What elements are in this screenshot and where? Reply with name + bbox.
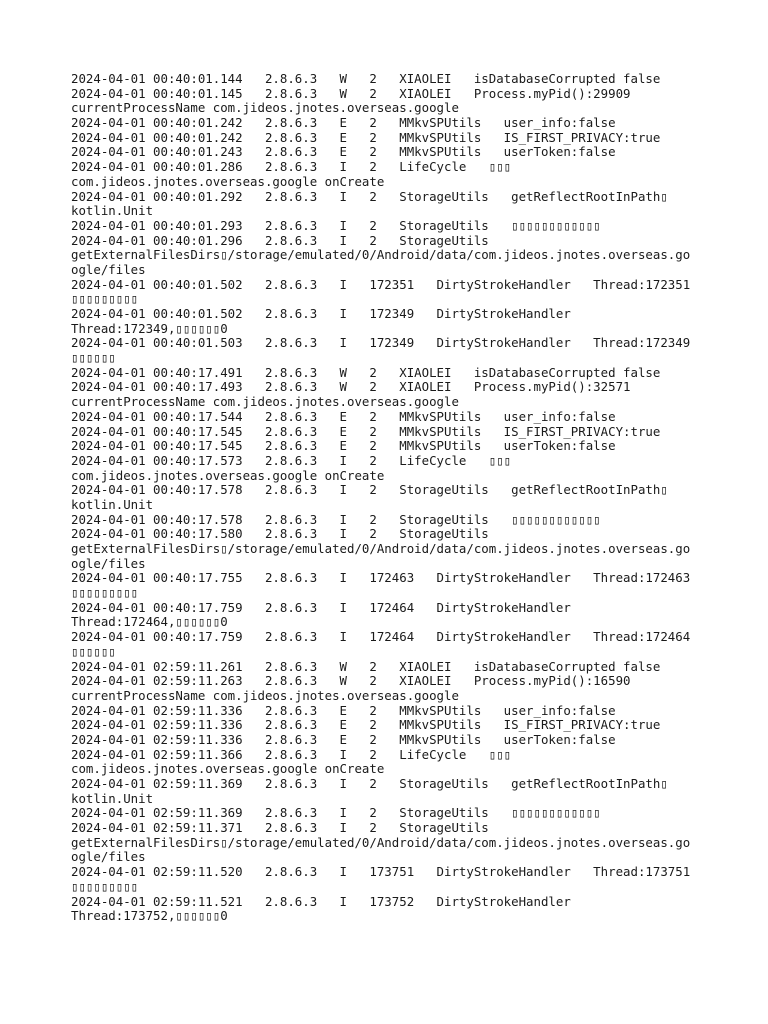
log-line: 2024-04-01 00:40:17.578 2.8.6.3 I 2 StorageUtils getReflectRootInPath▯ [71, 483, 668, 498]
log-line: 2024-04-01 02:59:11.521 2.8.6.3 I 173752 DirtyStrokeHandler [71, 894, 571, 909]
log-line: 2024-04-01 00:40:01.502 2.8.6.3 I 172351 DirtyStrokeHandler Thread:172351 [71, 277, 691, 292]
log-line: Thread:172464,▯▯▯▯▯▯0 [71, 615, 228, 630]
log-line: kotlin.Unit [71, 204, 154, 219]
log-line: getExternalFilesDirs▯/storage/emulated/0/Android/data/com.jideos.jnotes.overseas.go [71, 542, 691, 556]
log-line: 2024-04-01 02:59:11.336 2.8.6.3 E 2 MMkvSPUtils IS_FIRST_PRIVACY:true [71, 718, 661, 733]
log-line: 2024-04-01 00:40:01.144 2.8.6.3 W 2 XIAOLEI isDatabaseCorrupted false [71, 72, 661, 86]
log-line: 2024-04-01 00:40:01.242 2.8.6.3 E 2 MMkvSPUtils user_info:false [71, 116, 616, 131]
log-line: 2024-04-01 00:40:17.544 2.8.6.3 E 2 MMkvSPUtils user_info:false [71, 409, 616, 424]
log-line: 2024-04-01 00:40:17.545 2.8.6.3 E 2 MMkvSPUtils userToken:false [71, 439, 616, 454]
log-line: 2024-04-01 00:40:01.503 2.8.6.3 I 172349 DirtyStrokeHandler Thread:172349 [71, 336, 691, 351]
log-line: com.jideos.jnotes.overseas.google onCreate [71, 174, 385, 189]
log-line: ogle/files [71, 850, 146, 865]
log-line: ▯▯▯▯▯▯ [71, 644, 116, 659]
log-line: ▯▯▯▯▯▯▯▯▯ [71, 879, 139, 894]
log-line: 2024-04-01 00:40:01.502 2.8.6.3 I 172349 DirtyStrokeHandler [71, 307, 571, 321]
log-line: 2024-04-01 02:59:11.366 2.8.6.3 I 2 LifeCycle ▯▯▯ [71, 747, 512, 762]
log-line: 2024-04-01 00:40:17.755 2.8.6.3 I 172463 DirtyStrokeHandler Thread:172463 [71, 571, 691, 586]
log-line: ▯▯▯▯▯▯▯▯▯ [71, 292, 139, 307]
log-line: 2024-04-01 00:40:17.545 2.8.6.3 E 2 MMkvSPUtils IS_FIRST_PRIVACY:true [71, 424, 661, 439]
log-line: currentProcessName com.jideos.jnotes.overseas.google [71, 395, 459, 410]
log-line: com.jideos.jnotes.overseas.google onCreate [71, 762, 385, 777]
log-line: 2024-04-01 00:40:17.580 2.8.6.3 I 2 StorageUtils [71, 527, 489, 542]
log-body [71, 72, 711, 924]
log-line: kotlin.Unit [71, 791, 154, 806]
log-line: Thread:173752,▯▯▯▯▯▯0 [71, 909, 228, 924]
log-line: 2024-04-01 00:40:01.293 2.8.6.3 I 2 StorageUtils ▯▯▯▯▯▯▯▯▯▯▯▯ [71, 218, 601, 233]
log-line: 2024-04-01 00:40:01.292 2.8.6.3 I 2 StorageUtils getReflectRootInPath▯ [71, 189, 668, 204]
log-line: ▯▯▯▯▯▯ [71, 351, 116, 366]
log-line: 2024-04-01 00:40:17.759 2.8.6.3 I 172464 DirtyStrokeHandler Thread:172464 [71, 630, 691, 645]
log-line: 2024-04-01 00:40:17.573 2.8.6.3 I 2 LifeCycle ▯▯▯ [71, 453, 512, 468]
log-line: 2024-04-01 00:40:17.759 2.8.6.3 I 172464 DirtyStrokeHandler [71, 600, 571, 615]
log-line: 2024-04-01 00:40:01.242 2.8.6.3 E 2 MMkvSPUtils IS_FIRST_PRIVACY:true [71, 130, 661, 145]
log-line: currentProcessName com.jideos.jnotes.overseas.google [71, 101, 459, 116]
log-line: Thread:172349,▯▯▯▯▯▯0 [71, 321, 228, 336]
log-line: 2024-04-01 02:59:11.369 2.8.6.3 I 2 StorageUtils getReflectRootInPath▯ [71, 777, 668, 791]
log-line: 2024-04-01 02:59:11.336 2.8.6.3 E 2 MMkvSPUtils user_info:false [71, 703, 616, 718]
log-line: currentProcessName com.jideos.jnotes.overseas.google [71, 688, 459, 703]
log-line: 2024-04-01 00:40:01.243 2.8.6.3 E 2 MMkvSPUtils userToken:false [71, 145, 616, 160]
log-line: 2024-04-01 02:59:11.369 2.8.6.3 I 2 StorageUtils ▯▯▯▯▯▯▯▯▯▯▯▯ [71, 806, 601, 821]
log-line: 2024-04-01 00:40:01.145 2.8.6.3 W 2 XIAOLEI Process.myPid():29909 [71, 86, 631, 101]
log-line: getExternalFilesDirs▯/storage/emulated/0/Android/data/com.jideos.jnotes.overseas.go [71, 248, 691, 263]
log-line: 2024-04-01 02:59:11.261 2.8.6.3 W 2 XIAOLEI isDatabaseCorrupted false [71, 659, 661, 674]
log-line: 2024-04-01 02:59:11.371 2.8.6.3 I 2 StorageUtils [71, 821, 489, 836]
log-line: 2024-04-01 00:40:17.491 2.8.6.3 W 2 XIAOLEI isDatabaseCorrupted false [71, 365, 661, 380]
log-line: 2024-04-01 00:40:01.296 2.8.6.3 I 2 StorageUtils [71, 233, 489, 248]
log-line: com.jideos.jnotes.overseas.google onCreate [71, 468, 385, 483]
log-line: 2024-04-01 00:40:17.493 2.8.6.3 W 2 XIAOLEI Process.myPid():32571 [71, 380, 631, 395]
log-line: 2024-04-01 00:40:01.286 2.8.6.3 I 2 LifeCycle ▯▯▯ [71, 160, 512, 175]
log-line: kotlin.Unit [71, 497, 154, 512]
log-line: getExternalFilesDirs▯/storage/emulated/0/Android/data/com.jideos.jnotes.overseas.go [71, 835, 691, 850]
log-line: 2024-04-01 02:59:11.520 2.8.6.3 I 173751 DirtyStrokeHandler Thread:173751 [71, 865, 691, 880]
log-document [71, 72, 711, 924]
log-line: 2024-04-01 02:59:11.263 2.8.6.3 W 2 XIAOLEI Process.myPid():16590 [71, 674, 631, 689]
log-line: 2024-04-01 02:59:11.336 2.8.6.3 E 2 MMkvSPUtils userToken:false [71, 732, 616, 747]
log-line: ▯▯▯▯▯▯▯▯▯ [71, 586, 139, 601]
log-line: ogle/files [71, 262, 146, 277]
log-line: ogle/files [71, 556, 146, 571]
log-line: 2024-04-01 00:40:17.578 2.8.6.3 I 2 StorageUtils ▯▯▯▯▯▯▯▯▯▯▯▯ [71, 512, 601, 527]
